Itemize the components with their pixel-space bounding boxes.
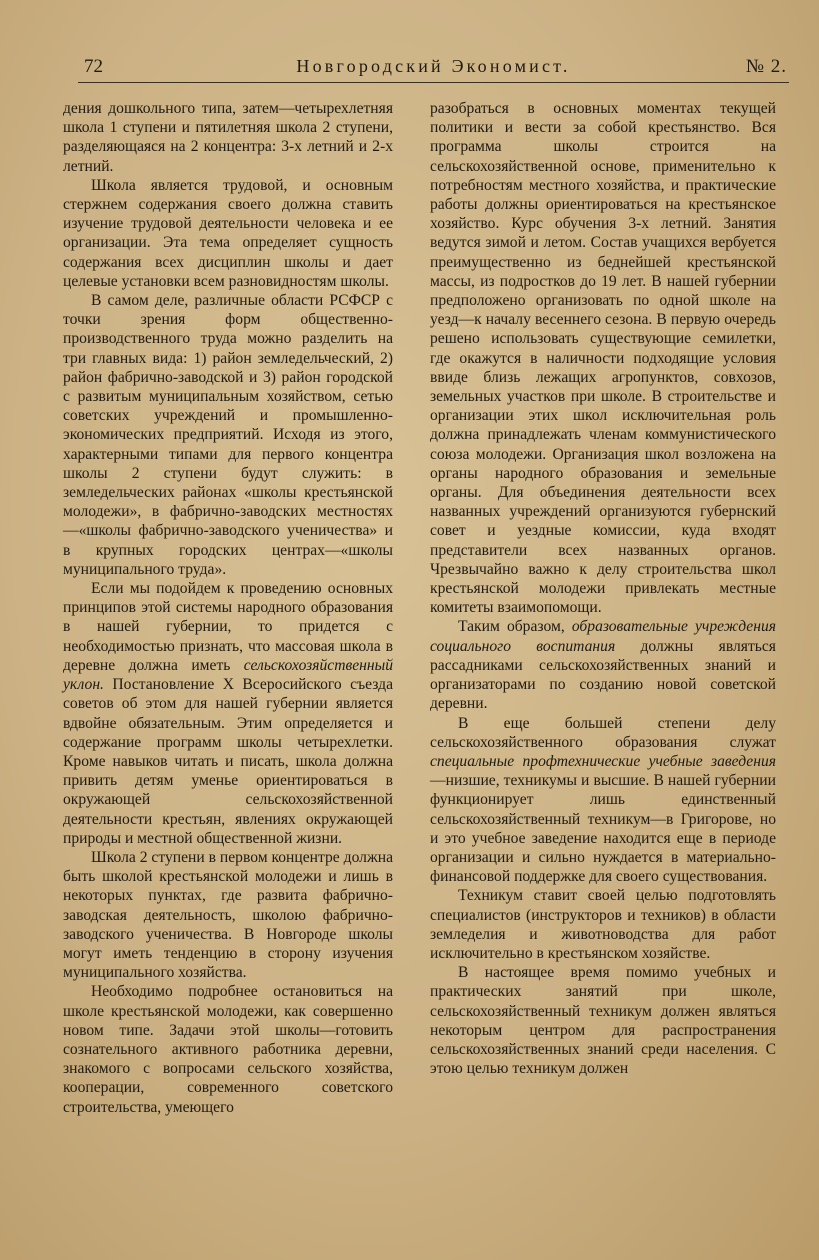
journal-title: Новгородский Экономист.	[296, 56, 571, 76]
paragraph: В самом деле, различные области РСФСР с точки зрения форм общественно-производственного труда можно разделить на три главных вида: 1) район земледельческий, 2) район фабрично-заводской и 3) район городской с развитым муниципальным хозяйством, сетью советских учреждений и промышленно-экономических предприятий. Исходя из этого, характерными типами для первого концентра школы 2 ступени будут служить: в земледельческих районах «школы крестьянской молодежи», в фабрично-заводских местностях—«школы фабрично-заводского ученичества» и в крупных городских центрах—«школы муниципального труда».	[63, 292, 393, 578]
paragraph-text: —низшие, техникумы и высшие. В нашей губернии функционирует лишь единственный сельскохозяйственный техникум—в Григорове, но и это учебное заведение находится еще в периоде организации и сильно нуждается в материально-финансовой поддержке для своего существования.	[430, 772, 776, 886]
paragraph-text: Таким образом,	[458, 618, 572, 636]
page-header	[78, 52, 789, 83]
paragraph	[430, 617, 776, 713]
emphasis-text: сельскохозяйственный уклон.	[63, 656, 393, 694]
paragraph	[430, 714, 776, 887]
emphasis-text: специальные профтехнические учебные заведения	[430, 752, 776, 770]
paragraph	[63, 579, 393, 848]
page-number: 72	[84, 56, 103, 77]
paragraph: Школа является трудовой, и основным стержнем содержания своего должна ставить изучение трудовой деятельности человека и ее организации. Эта тема определяет сущность содержания всех дисциплин школы и дает целевые установки всем разновидностям школы.	[63, 176, 393, 290]
paragraph-text: Постановление X Всеросийского съезда советов об этом для нашей губернии является вдвойне обязательным. Этим определяется и содержание программ школы четырехлетки. Кроме навыков читать и писать, школа должна привить детям уменье ориентироваться в окружающей сельскохозяйственной деятельности крестьян, явлениях окружающей природы и местной общественной жизни.	[63, 676, 393, 847]
paragraph-text: В еще большей степени делу сельскохозяйственного образования служат	[430, 714, 776, 751]
right-column	[430, 99, 776, 1078]
paragraph: В настоящее время помимо учебных и практических занятий при школе, сельскохозяйственный техникум должен являться некоторым центром для распространения сельскохозяйственных знаний среди населения. С этою целью техникум должен	[430, 964, 776, 1078]
left-column	[63, 99, 393, 1117]
issue-number: № 2.	[745, 56, 787, 77]
paragraph: Необходимо подробнее остановиться на школе крестьянской молодежи, как совершенно новом типе. Задачи этой школы—готовить сознательного активного работника деревни, знакомого с вопросами сельского хозяйства, кооперации, современного советского строительства, умеющего	[63, 983, 393, 1116]
emphasis-text: образовательные учреждения социального воспитания	[430, 618, 776, 655]
paragraph-text: Если мы подойдем к проведению основных принципов этой системы народного образования в нашей губернии, то придется с необходимостью признать, что массовая школа в деревне должна иметь	[63, 580, 393, 674]
paragraph: разобраться в основных моментах текущей политики и вести за собой крестьянство. Вся программа школы строится на сельскохозяйственной основе, применительно к потребностям местного хозяйства, и практические работы должны ориентироваться на крестьянское хозяйство. Курс обучения 3-х летний. Занятия ведутся зимой и летом. Состав учащихся вербуется преимущественно из беднейшей крестьянской массы, из подростков до 19 лет. В нашей губернии предположено организовать по одной школе на уезд—к началу весеннего сезона. В первую очередь решено использовать существующие семилетки, где окажутся в наличности подходящие условия ввиде близь лежащих агропунктов, совхозов, земельных участков при школе. В строительстве и организации этих школ исключительная роль должна принадлежать членам коммунистического союза молодежи. Организация школ возложена на органы народного образования и земельные органы. Для объединения деятельности всех названных учреждений организуются губернский совет и уездные комиссии, куда входят представители всех названных органов. Чрезвычайно важно к делу строительства школ крестьянской молодежи привлекать местные комитеты взаимопомощи.	[430, 100, 776, 617]
paragraph-text: должны являться рассадниками сельскохозяйственных знаний и организаторами по созданию новой советской деревни.	[430, 637, 776, 713]
paragraph: Школа 2 ступени в первом концентре должна быть школой крестьянской молодежи и лишь в некоторых пунктах, где развита фабрично-заводская деятельность, школою фабрично-заводского ученичества. В Новгороде школы могут иметь тенденцию в сторону изучения муниципального хозяйства.	[63, 848, 393, 982]
paragraph: дения дошкольного типа, затем—четырехлетняя школа 1 ступени и пятилетняя школа 2 ступени, разделяющаяся на 2 концентра: 3-х летний и 2-х летний.	[63, 100, 393, 175]
paragraph: Техникум ставит своей целью подготовлять специалистов (инструкторов и техников) в области земледелия и животноводства для работ исключительно в крестьянском хозяйстве.	[430, 887, 776, 962]
